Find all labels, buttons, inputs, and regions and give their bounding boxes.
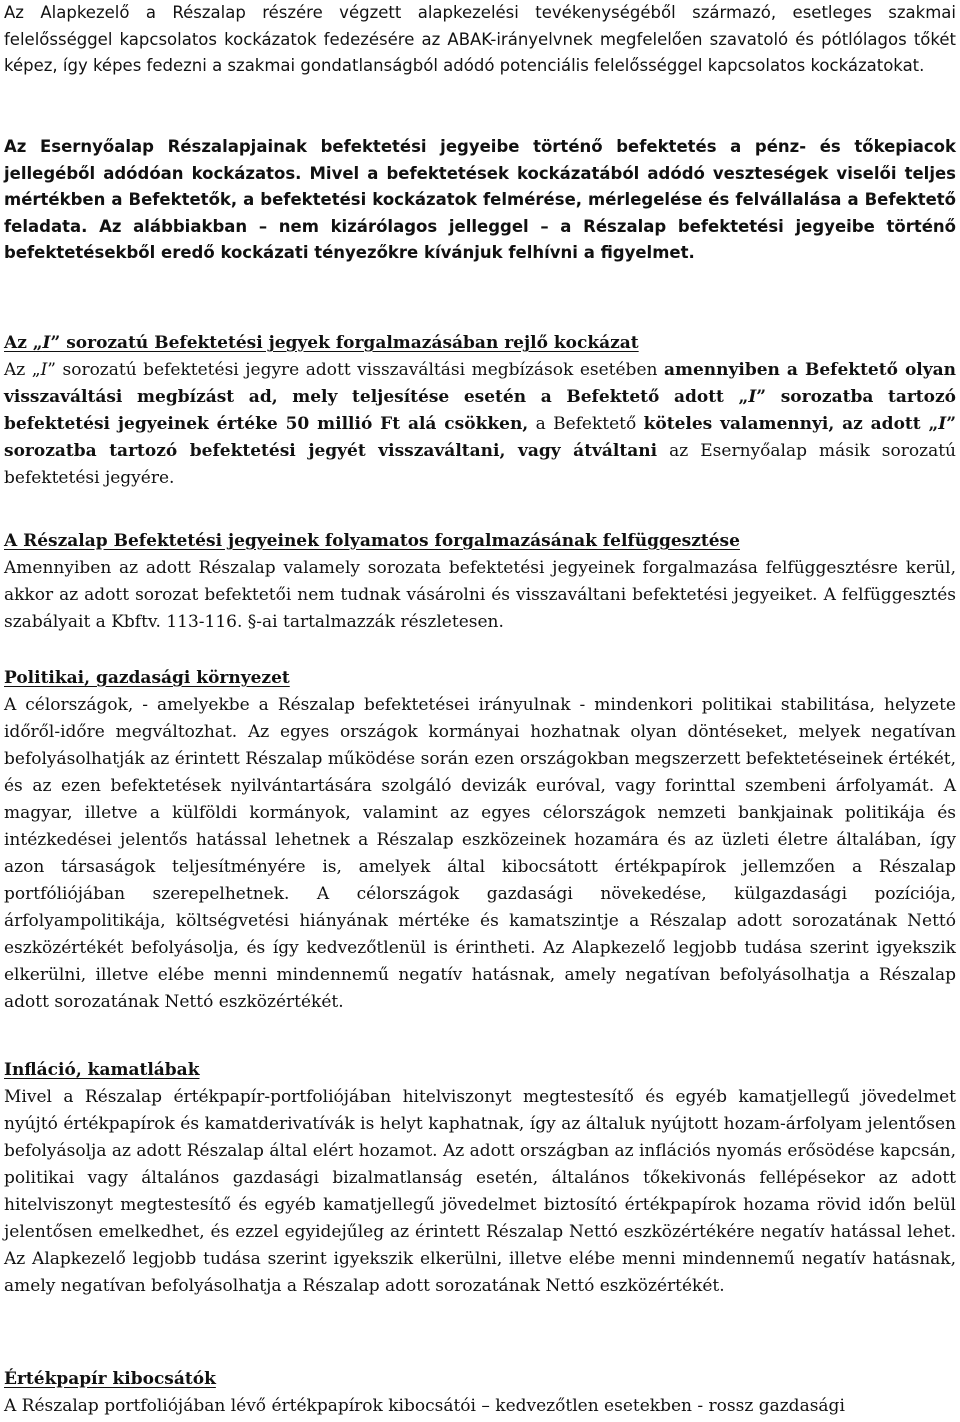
section-issuers bbox=[4, 1366, 956, 1420]
section-heading-political-economic: Politikai, gazdasági környezet bbox=[4, 668, 290, 688]
intro-paragraph-liability: Az Alapkezelő a Részalap részére végzett alapkezelési tevékenységéből származó, esetleges szakmai felelősséggel kapcsolatos kockázatok fedezésére az ABAK-irányelvnek megfelelően szavatoló és pótlólagos tőkét képez, így képes fedezni a szakmai gondatlanságból adódó potenciális felelősséggel kapcsolatos kockázatokat. bbox=[4, 3, 956, 75]
section-i-series-risk bbox=[4, 330, 956, 492]
intro-paragraph-risk-notice: Az Esernyőalap Részalapjainak befektetési jegyeibe történő befektetés a pénz- és tőkepiacok jellegéből adódóan kockázatos. Mivel a befektetések kockázatából adódó veszteségek viselői teljes mértékben a Befektetők, a befektetési kockázatok felmérése, mérlegelése és felvállalása a Befektető feladata. Az alábbiakban – nem kizárólagos jelleggel – a Részalap befektetési jegyeibe történő befektetésekből eredő kockázati tényezőkre kívánjuk felhívni a figyelmet. bbox=[4, 137, 956, 262]
section-heading-i-series: Az „I” sorozatú Befektetési jegyek forgalmazásában rejlő kockázat bbox=[4, 333, 639, 353]
section-inflation-rates bbox=[4, 1057, 956, 1300]
section-text-issuers: A Részalap portfoliójában lévő értékpapírok kibocsátói – kedvezőtlen esetekben - rossz gazdasági bbox=[4, 1396, 845, 1416]
section-heading-issuers: Értékpapír kibocsátók bbox=[4, 1369, 216, 1389]
section-text-inflation-rates: Mivel a Részalap értékpapír-portfoliójában hitelviszonyt megtestesítő és egyéb kamatjellegű jövedelmet nyújtó értékpapírok és kamatderivatívák is helyt kaphatnak, így az általuk nyújtott hozam-árfolyam jelentősen befolyásolja az adott Részalap által elért hozamot. Az adott országban az inflációs nyomás erősödése kapcsán, politikai vagy általános gazdasági bizalmatlanság esetén, általános tőkekivonás fellépésekor az adott hitelviszonyt megtestesítő és egyéb kamatjellegű jövedelmet biztosító értékpapírok hozama rövid időn belül jelentősen emelkedhet, és ezzel egyidejűleg az érintett Részalap Nettó eszközértékére negatív hatással lehet. Az Alapkezelő legjobb tudása szerint igyekszik elkerülni, illetve elébe menni mindennemű negatív hatásnak, amely negatívan befolyásolhatja a Részalap adott sorozatának Nettó eszközértékét. bbox=[4, 1087, 956, 1296]
section-text-political-economic: A célországok, - amelyekbe a Részalap befektetései irányulnak - mindenkori politikai stabilitása, helyzete időről-időre megváltozhat. Az egyes országok kormányai hozhatnak olyan döntéseket, melyek negatívan befolyásolhatják az érintett Részalap működése során ezen országokban megszerzett befektetéseinek értékét, és az ezen befektetések nyilvántartására szolgáló devizák euróval, vagy forinttal szembeni árfolyamát. A magyar, illetve a külföldi kormányok, valamint az egyes célországok nemzeti bankjainak politikája és intézkedései jelentős hatással lehetnek a Részalap eszközeinek hozamára és az üzleti életre általában, így azon társaságok teljesítményére is, amelyek által kibocsátott értékpapírok jellemzően a Részalap portfóliójában szerepelhetnek. A célországok gazdasági növekedése, külgazdasági pozíciója, árfolyampolitikája, költségvetési hiányának mértéke és kamatszintje a Részalap adott sorozatának Nettó eszközértékét befolyásolja, és így kedvezőtlenül is érintheti. Az Alapkezelő legjobb tudása szerint igyekszik elkerülni, illetve elébe menni mindennemű negatív hatásnak, amely negatívan befolyásolhatja a Részalap adott sorozatának Nettó eszközértékét. bbox=[4, 695, 956, 1012]
section-political-economic bbox=[4, 665, 956, 1016]
section-heading-suspension: A Részalap Befektetési jegyeinek folyamatos forgalmazásának felfüggesztése bbox=[4, 531, 740, 551]
section-heading-inflation-rates: Infláció, kamatlábak bbox=[4, 1060, 200, 1080]
section-text-suspension: Amennyiben az adott Részalap valamely sorozata befektetési jegyeinek forgalmazása felfüggesztésre kerül, akkor az adott sorozat befektetői nem tudnak vásárolni és visszaváltani befektetési jegyeiket. A felfüggesztés szabályait a Kbftv. 113-116. §-ai tartalmazzák részletesen. bbox=[4, 558, 956, 632]
section-suspension bbox=[4, 528, 956, 636]
section-text-i-series: Az „I” sorozatú befektetési jegyre adott visszaváltási megbízások esetében amennyiben a Befektető olyan visszaváltási megbízást ad, mely teljesítése esetén a Befektető adott „I” sorozatba tartozó befektetési jegyeinek értéke 50 millió Ft alá csökken, a Befektető köteles valamennyi, az adott „I” sorozatba tartozó befektetési jegyét visszaváltani, vagy átváltani az Esernyőalap másik sorozatú befektetési jegyére. bbox=[4, 360, 957, 488]
